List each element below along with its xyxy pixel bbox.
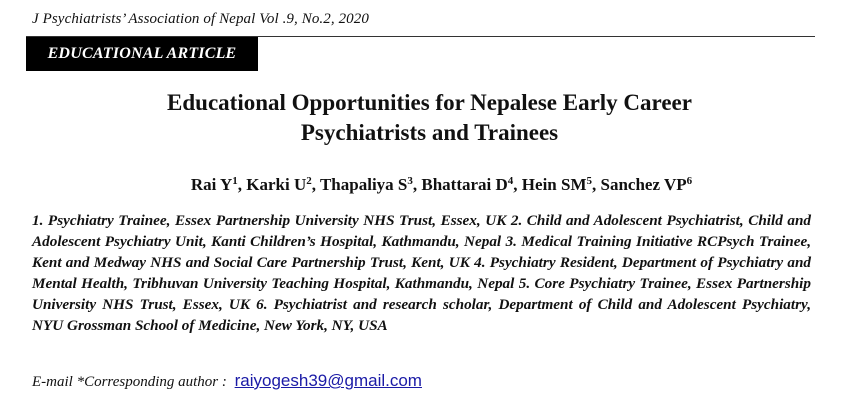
article-type-badge: EDUCATIONAL ARTICLE [26,37,258,71]
author-name: Bhattarai D [421,175,508,194]
author-name: Sanchez VP [600,175,687,194]
author-affiliation-marker: 5 [586,175,592,187]
article-title-line-1: Educational Opportunities for Nepalese Early Career [167,90,692,115]
author-affiliation-marker: 1 [232,175,238,187]
email-link[interactable]: raiyogesh39@gmail.com [234,371,422,390]
email-label: E-mail *Corresponding author : [32,374,227,390]
article-title [60,88,799,148]
author-name: Hein SM [521,175,587,194]
author-name: Thapaliya S [319,175,408,194]
author-list [0,175,859,195]
author-separator: , [592,175,601,194]
author-separator: , [513,175,522,194]
author-affiliation-marker: 2 [306,175,312,187]
corresponding-author-line [32,371,422,391]
author-name: Rai Y [190,175,233,194]
author-separator: , [412,175,422,194]
author-separator: , [237,175,247,194]
author-name: Karki U [246,175,307,194]
author-affiliation-marker: 6 [686,175,693,187]
journal-citation: J Psychiatrists’ Association of Nepal Vol .9, No.2, 2020 [32,11,369,27]
author-affiliation-marker: 3 [407,175,413,187]
article-title-line-2: Psychiatrists and Trainees [300,120,559,145]
author-separator: , [311,175,320,194]
author-affiliation-marker: 4 [507,175,514,187]
author-affiliations: 1. Psychiatry Trainee, Essex Partnership University NHS Trust, Essex, UK 2. Child and Adolescent Psychiatrist, Child and Adolescent Psychiatry Unit, Kanti Children’s Hospital, Kathmandu, Nepal 3. Medical Training Initiative RCPsych Trainee, Kent and Medway NHS and Social Care Partnership Trust, Kent, UK 4. Psychiatry Resident, Department of Psychiatry and Mental Health, Tribhuvan University Teaching Hospital, Kathmandu, Nepal 5. Core Psychiatry Trainee, Essex Partnership University NHS Trust, Essex, UK 6. Psychiatrist and research scholar, Department of Child and Adolescent Psychiatry, NYU Grossman School of Medicine, New York, NY, USA [32,212,811,334]
